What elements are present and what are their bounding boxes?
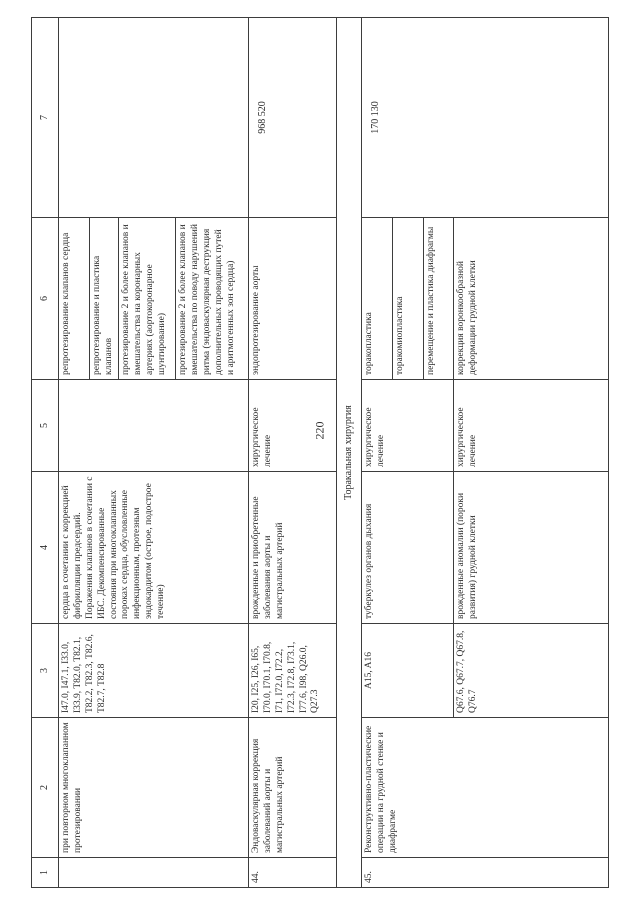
column-number-row (32, 17, 59, 887)
treatment-type-cell (59, 379, 249, 471)
procedure-name-cell: Эндоваскулярная коррекция заболеваний аорты и магистральных артерий (249, 717, 337, 857)
procedure-name-cell: Реконструктивно-пластические операции на грудной стенке и диафрагме (362, 717, 609, 857)
table-row (59, 17, 249, 887)
rotated-table-frame (31, 18, 609, 888)
treatment-type-cell: хирургическое лечение (249, 379, 337, 471)
treatment-method: перемещение и пластика диафрагмы (423, 218, 453, 379)
icd-codes-cell: I47.0, I47.1, I33.0, I33.9, T82.0, T82.1, T82.2, T82.3, T82.6, T82.7, T82.8 (59, 623, 249, 717)
tariff-cell: 170 130 (362, 17, 609, 217)
procedures-table (31, 17, 609, 888)
section-header-row (337, 17, 362, 887)
table-row (249, 17, 337, 887)
treatment-method: торакомиопластика (392, 218, 423, 379)
treatment-methods-cell (362, 217, 454, 379)
treatment-method: репротезирование и пластика клапанов (89, 218, 118, 379)
column-number: 5 (32, 379, 59, 471)
treatment-method: протезирование 2 и более клапанов и вмешательства по поводу нарушений ритма (эндоваскулярная деструкция дополнительных проводящих путей и аритмогенных зон сердца) (175, 218, 248, 379)
procedure-name-cell: при повторном многоклапанном протезировании (59, 717, 249, 857)
row-number-cell: 45. (362, 857, 609, 887)
treatment-type-cell: хирургическое лечение (454, 379, 609, 471)
column-number: 7 (32, 17, 59, 217)
icd-codes-cell: Q67.6, Q67.7, Q67.8, Q76.7 (454, 623, 609, 717)
patient-model-cell: врожденные и приобретенные заболевания аорты и магистральных артерий (249, 471, 337, 623)
page-number: 220 (312, 421, 327, 440)
treatment-method: эндопротезирование аорты (249, 217, 337, 379)
patient-model-cell: туберкулез органов дыхания (362, 471, 454, 623)
column-number: 3 (32, 623, 59, 717)
patient-model-cell: врожденные аномалии (пороки развития) грудной клетки (454, 471, 609, 623)
column-number: 2 (32, 717, 59, 857)
treatment-method: коррекция воронкообразной деформации грудной клетки (454, 217, 609, 379)
section-title: Торакальная хирургия (337, 17, 362, 887)
icd-codes-cell: A15, A16 (362, 623, 454, 717)
treatment-type-cell: хирургическое лечение (362, 379, 454, 471)
row-number-cell: 44. (249, 857, 337, 887)
treatment-method: протезирование 2 и более клапанов и вмешательства на коронарных артериях (аортокоронарное шунтирование) (118, 218, 175, 379)
icd-codes-cell: I20, I25, I26, I65, I70.0, I70.1, I70.8, I71, I72.0, I72.2, I72.3, I72.8, I73.1, I77.6, I98, Q26.0, Q27.3 (249, 623, 337, 717)
treatment-methods-cell (59, 217, 249, 379)
treatment-method: репротезирование клапанов сердца (61, 232, 71, 375)
column-number: 4 (32, 471, 59, 623)
column-number: 6 (32, 217, 59, 379)
column-number: 1 (32, 857, 59, 887)
treatment-method: торакопластика (364, 311, 374, 375)
patient-model-cell: сердца в сочетании с коррекцией фибрилляции предсердий. Поражения клапанов в сочетании с ИБС. Декомпенсированные состояния при многоклапанных пороках сердца, обусловленные инфекционным, протезным эндокардитом (острое, подострое течение) (59, 471, 249, 623)
table-row (362, 17, 454, 887)
tariff-cell (59, 17, 249, 217)
tariff-cell: 968 520 (249, 17, 337, 217)
row-number-cell (59, 857, 249, 887)
